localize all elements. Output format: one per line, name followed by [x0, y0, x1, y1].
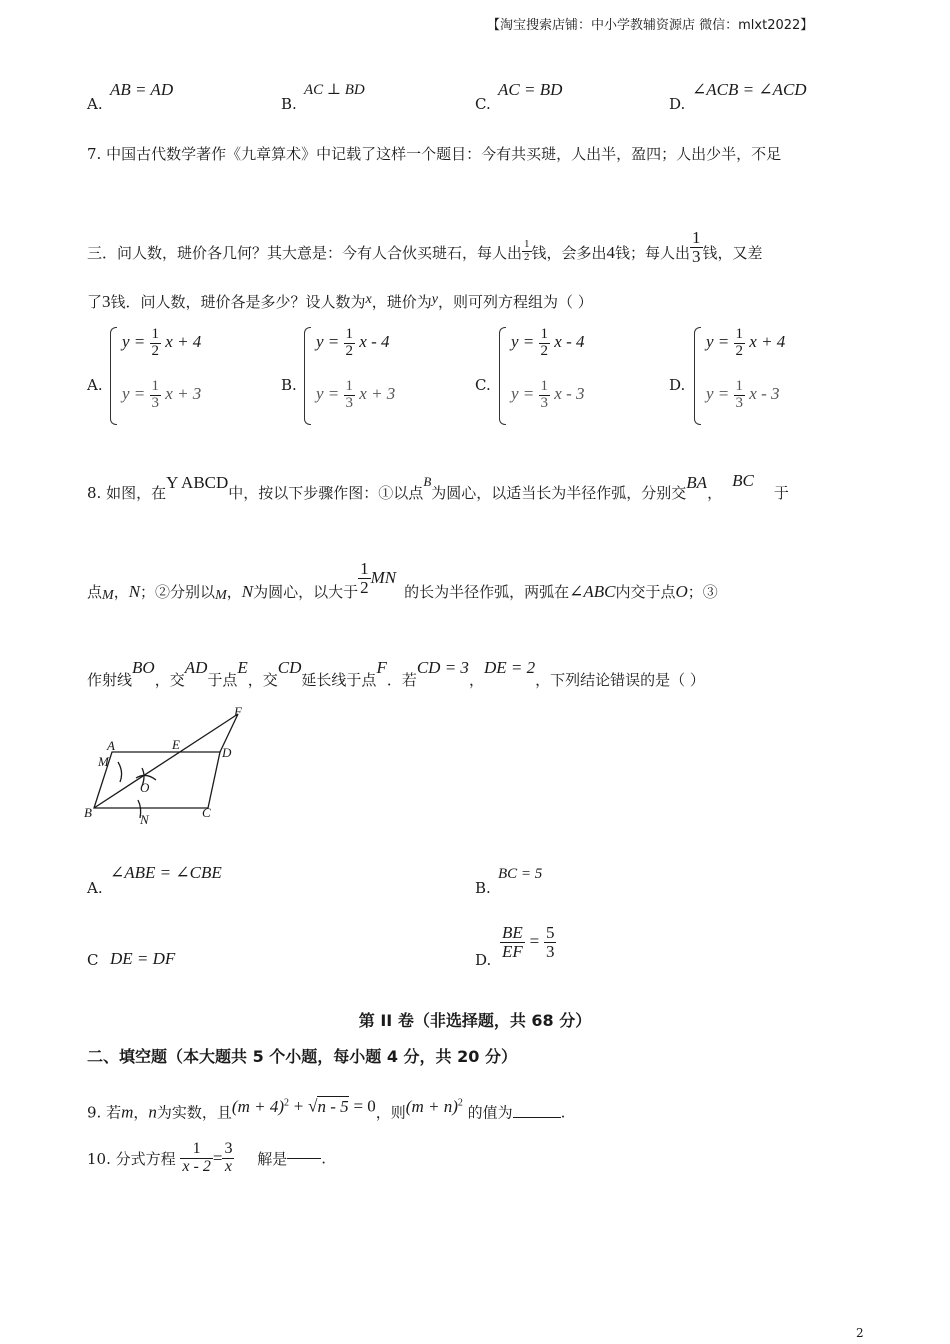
q7-text: 了 [87, 293, 103, 311]
q8-math: ∠ABC [569, 582, 616, 601]
den: x - 2 [182, 1157, 211, 1175]
den: 2 [735, 342, 744, 359]
brace [694, 327, 701, 425]
q9-var-n: n [148, 1102, 157, 1122]
rhs: x - 3 [554, 384, 585, 404]
q8-line3 [87, 640, 705, 708]
q9-text: 为实数，且 [156, 1103, 232, 1122]
q9-sqrt: √n - 5 [308, 1096, 349, 1116]
coef [734, 327, 746, 360]
lhs: y = [511, 332, 535, 352]
label-d: D [222, 745, 232, 760]
den: EF [502, 941, 523, 961]
q10-equals: = [212, 1148, 223, 1168]
q7-number-3: 3 [102, 292, 111, 311]
num: 1 [735, 378, 744, 394]
rhs: x + 3 [165, 384, 202, 404]
frac-be-ef [500, 924, 525, 961]
q7-frac-third [690, 229, 703, 266]
q8-math: Y ABCD [166, 473, 229, 492]
q8-math: CD [277, 658, 302, 677]
num: 1 [360, 559, 369, 579]
brace [110, 327, 117, 425]
q9-expr1 [232, 1097, 289, 1116]
q7-line2 [87, 229, 763, 266]
q8-text: 于 [773, 484, 789, 502]
den: 2 [360, 578, 369, 597]
rhs: x - 4 [359, 332, 390, 352]
lhs: y = [316, 384, 340, 404]
q7-text: 钱，会多出 [531, 243, 607, 262]
question-9 [87, 1086, 565, 1130]
q6-option-a-label: A. [87, 95, 103, 113]
q8-text: 8. 如图，在 [87, 484, 167, 502]
q8-text: ， [707, 484, 723, 502]
q8-option-b-label: B. [475, 879, 491, 897]
q8-text: ，交 [154, 671, 185, 689]
q8-text: ， [226, 583, 242, 601]
coef [539, 379, 551, 412]
q8-math: BA [686, 473, 708, 492]
q9-plus: + [293, 1096, 304, 1116]
q7-option-c-system [499, 327, 619, 423]
den: 2 [151, 342, 160, 359]
label-a: A [107, 738, 115, 753]
q8-text: 延长线于点 [301, 671, 377, 689]
q8-text: ．若 [386, 671, 417, 689]
q9-text: ， [133, 1103, 149, 1122]
q8-line1 [87, 458, 789, 516]
num: 1 [735, 326, 744, 342]
lhs: y = [511, 384, 535, 404]
lhs: y = [122, 332, 146, 352]
q7-frac-half-den: 2 [524, 250, 530, 263]
arc-m [118, 762, 122, 782]
q9-answer-blank [513, 1117, 561, 1118]
q8-math: E [237, 658, 248, 677]
equation-row-2 [511, 379, 585, 412]
q8-text: 中，按以下步骤作图：①以点 [228, 484, 424, 502]
q8-math: F [376, 658, 387, 677]
q7-text: ，琎价为 [371, 293, 432, 311]
q8-text: ，交 [247, 671, 278, 689]
q7-text: 钱，又差 [702, 243, 763, 262]
q8-math: M [215, 588, 227, 603]
equation-row-2 [316, 379, 395, 412]
q10-answer-blank [287, 1158, 321, 1159]
q9-equals-zero: = 0 [353, 1096, 376, 1116]
q7-frac-third-num: 1 [692, 228, 701, 247]
q9-math: (m + n) [405, 1096, 458, 1116]
label-f: F [234, 704, 242, 719]
equation-row-2 [706, 379, 780, 412]
parallelogram-abcd [94, 752, 220, 808]
den: 3 [540, 394, 549, 411]
brace [304, 327, 311, 425]
q9-text: 的值为 [467, 1103, 513, 1122]
num: 1 [151, 378, 160, 394]
num: 3 [224, 1140, 233, 1157]
section-2-subtitle: 二、填空题（本大题共 5 个小题，每小题 4 分，共 20 分） [87, 1047, 517, 1066]
q9-expr2 [406, 1097, 463, 1116]
q9-text: . [560, 1103, 566, 1122]
q6-option-c-label: C. [475, 95, 491, 113]
rhs: x + 3 [359, 384, 396, 404]
q9-math: (m + 4) [231, 1096, 284, 1116]
q8-option-d-expr [500, 924, 556, 961]
q8-text: ， [468, 671, 484, 689]
q8-math: BO [132, 658, 155, 677]
section-2-title: 第 II 卷（非选择题，共 68 分） [358, 1011, 592, 1030]
label-c: C [202, 805, 211, 820]
den: 2 [345, 342, 354, 359]
q8-math: CD = 3 [416, 658, 469, 677]
rhs: x - 4 [554, 332, 585, 352]
equation-row-1 [122, 327, 201, 360]
q9-radicand: n - 5 [317, 1096, 349, 1116]
q8-math: N [241, 582, 254, 601]
rhs: x + 4 [165, 332, 202, 352]
q6-option-b-expr: AC ⊥ BD [304, 82, 365, 98]
q10-text: 解是 [257, 1149, 288, 1168]
den: 3 [345, 394, 354, 411]
q10-text: . [321, 1149, 327, 1168]
q8-option-b-expr: BC = 5 [498, 866, 543, 882]
num: BE [502, 923, 523, 942]
q8-text: 为圆心，以适当长为半径作弧，分别交 [431, 484, 687, 502]
q7-frac-half-num: 1 [524, 238, 530, 251]
q8-math: BC [732, 471, 754, 490]
q8-text: ；③ [687, 583, 718, 601]
num: 5 [545, 923, 555, 942]
q8-text: ，下列结论错误的是（ ） [535, 671, 705, 689]
q7-frac-half [522, 239, 532, 263]
equation-row-1 [511, 327, 585, 360]
q7-option-d-system [694, 327, 814, 423]
q8-option-a-expr: ∠ABE = ∠CBE [110, 863, 222, 882]
num: 1 [540, 326, 549, 342]
lhs: y = [122, 384, 146, 404]
frac-5-3 [544, 924, 557, 961]
q7-option-a-system [110, 327, 230, 423]
q7-line1: 7. 中国古代数学著作《九章算术》中记载了这样一个题目：今有共买琎，人出半，盈四；人出少半，不足 [87, 145, 782, 163]
lhs: y = [706, 332, 730, 352]
q8-math: DE = 2 [483, 658, 536, 677]
q7-text: 钱．问人数，琎价各是多少？设人数为 [110, 293, 366, 311]
brace [499, 327, 506, 425]
q9-text: 9. 若 [87, 1103, 122, 1122]
header-watermark: 【淘宝搜索店铺：中小学教辅资源店 微信：mlxt2022】 [487, 18, 814, 33]
q9-var-m: m [121, 1102, 134, 1122]
den: x [224, 1157, 232, 1175]
den: 2 [540, 342, 549, 359]
q9-text: ，则 [375, 1103, 406, 1122]
q7-text: 钱；每人出 [615, 243, 691, 262]
q7-text: 三．问人数，琎价各几何？其大意是：今有人合伙买琎石，每人出 [87, 243, 523, 262]
q8-text: 于点 [207, 671, 238, 689]
question-10 [87, 1141, 326, 1176]
label-n: N [140, 812, 149, 827]
q7-text: ，则可列方程组为（ ） [437, 293, 593, 311]
q8-parallelogram [166, 473, 228, 492]
q8-math: O [675, 582, 688, 601]
q7-var-y: y [431, 292, 438, 307]
num: 1 [345, 378, 354, 394]
lhs: y = [706, 384, 730, 404]
coef [734, 379, 746, 412]
q7-line3 [87, 291, 593, 312]
q10-frac-left [180, 1141, 212, 1176]
label-b: B [84, 805, 92, 820]
label-m: M [98, 754, 109, 769]
q8-option-d-label: D. [475, 951, 492, 969]
equation-row-2 [122, 379, 201, 412]
q6-option-b-label: B. [281, 95, 297, 113]
rhs: x + 4 [749, 332, 786, 352]
den: 3 [151, 394, 160, 411]
coef [539, 327, 551, 360]
num: 1 [345, 326, 354, 342]
q8-line2 [87, 548, 718, 626]
q8-math: M [102, 588, 114, 603]
q9-exponent: 2 [457, 1097, 463, 1108]
num: 1 [180, 1141, 212, 1159]
q9-exponent: 2 [283, 1097, 289, 1108]
q8-text: ， [113, 583, 129, 601]
coef [150, 379, 162, 412]
equation-row-1 [706, 327, 785, 360]
q8-math: AD [184, 658, 208, 677]
num: 1 [151, 326, 160, 342]
q7-option-c-label: C. [475, 376, 491, 394]
q7-number-4: 4 [606, 242, 616, 262]
q8-text: 为圆心，以大于 [253, 583, 359, 601]
q8-frac-half [358, 560, 371, 597]
coef [344, 379, 356, 412]
q7-frac-third-den: 3 [692, 246, 701, 266]
q8-math: N [128, 582, 141, 601]
q7-option-a-label: A. [87, 376, 103, 394]
q6-option-d-expr: ∠ACB = ∠ACD [692, 80, 807, 99]
q8-text: 点 [87, 583, 103, 601]
equals-sign: = [529, 931, 540, 951]
den: 3 [735, 394, 744, 411]
q8-text: 的长为半径作弧，两弧在 [404, 583, 570, 601]
q8-text: 作射线 [87, 671, 133, 689]
equation-row-1 [316, 327, 390, 360]
q8-math: B [423, 474, 432, 489]
coef [150, 327, 162, 360]
label-o: O [140, 780, 150, 795]
lhs: y = [316, 332, 340, 352]
den: 3 [545, 941, 555, 961]
q7-option-d-label: D. [669, 376, 686, 394]
page-number: 2 [856, 1326, 864, 1340]
q6-option-c-expr: AC = BD [498, 80, 563, 99]
coef [344, 327, 356, 360]
q7-option-b-system [304, 327, 424, 423]
q8-text: 内交于点 [615, 583, 676, 601]
q8-math: MN [370, 568, 397, 587]
q10-frac-right [222, 1141, 234, 1176]
num: 1 [540, 378, 549, 394]
q6-option-a-expr: AB = AD [110, 80, 174, 99]
rhs: x - 3 [749, 384, 780, 404]
q8-option-c-expr: DE = DF [110, 949, 176, 968]
q6-option-d-label: D. [669, 95, 686, 113]
q7-var-x: x [365, 292, 372, 307]
q7-option-b-label: B. [281, 376, 297, 394]
q8-option-c-label: C [87, 951, 99, 969]
q10-text: 10. 分式方程 [87, 1149, 176, 1168]
label-e: E [172, 737, 180, 752]
parallelogram-figure [80, 700, 270, 830]
ray-bo [94, 714, 238, 808]
q8-text: ；②分别以 [140, 583, 216, 601]
q8-option-a-label: A. [87, 879, 103, 897]
